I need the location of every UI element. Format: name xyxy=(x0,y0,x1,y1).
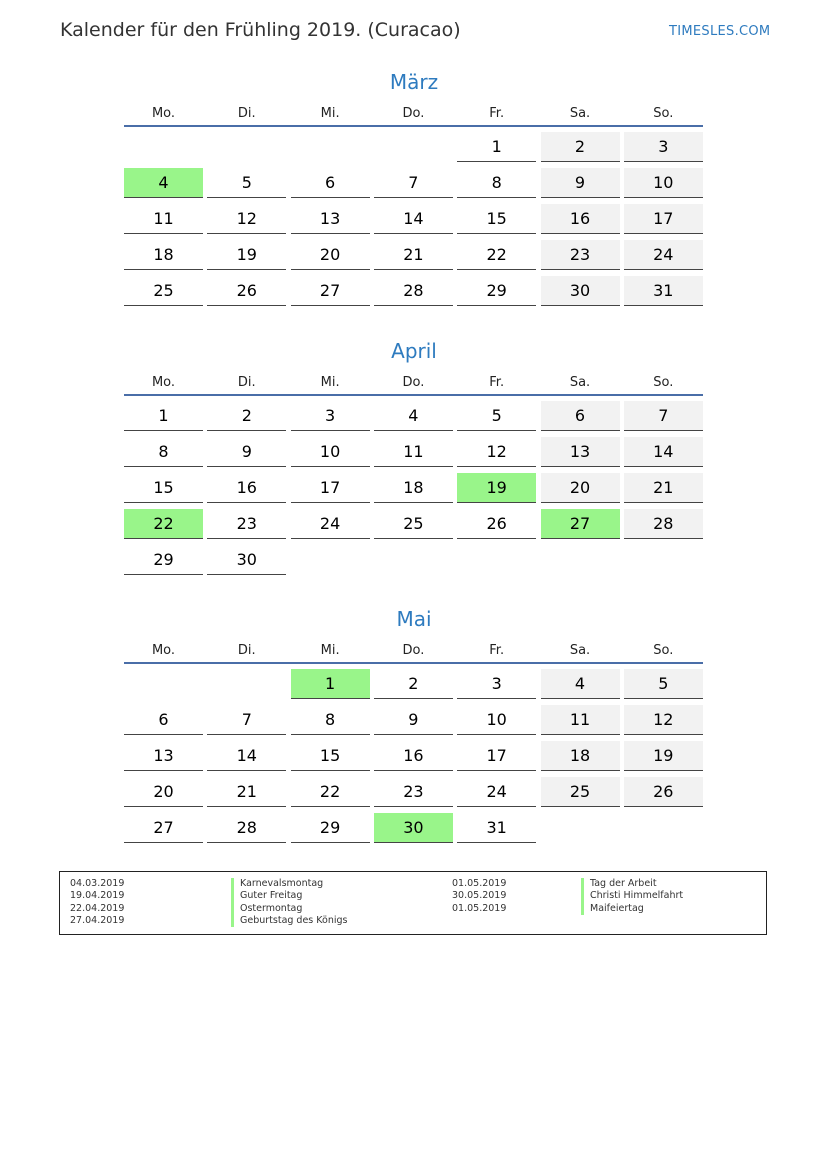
day-cell[interactable]: 18 xyxy=(541,741,620,771)
day-cell[interactable]: 10 xyxy=(457,705,536,735)
day-cell[interactable]: 26 xyxy=(457,509,536,539)
day-cell[interactable]: 12 xyxy=(624,705,703,735)
day-cell[interactable]: 26 xyxy=(624,777,703,807)
day-cell[interactable]: 7 xyxy=(374,168,453,198)
day-cell[interactable]: 21 xyxy=(624,473,703,503)
day-cell[interactable]: 16 xyxy=(207,473,286,503)
day-cell[interactable]: 8 xyxy=(124,437,203,467)
weekday-label: So. xyxy=(653,106,674,121)
day-cell[interactable]: 27 xyxy=(124,813,203,843)
day-cell[interactable]: 17 xyxy=(457,741,536,771)
holiday-day-cell[interactable]: 19 xyxy=(457,473,536,503)
weekday-label: So. xyxy=(653,375,674,390)
day-cell[interactable]: 8 xyxy=(291,705,370,735)
day-cell[interactable]: 15 xyxy=(124,473,203,503)
weekday-label: Sa. xyxy=(569,106,591,121)
day-cell[interactable]: 9 xyxy=(207,437,286,467)
legend-holiday-name: Guter Freitag xyxy=(231,890,348,902)
day-cell[interactable]: 31 xyxy=(624,276,703,306)
month-title: April xyxy=(391,339,437,363)
day-cell[interactable]: 10 xyxy=(291,437,370,467)
holiday-day-cell[interactable]: 4 xyxy=(124,168,203,198)
day-cell[interactable]: 11 xyxy=(124,204,203,234)
day-cell[interactable]: 29 xyxy=(457,276,536,306)
holiday-day-cell[interactable]: 1 xyxy=(291,669,370,699)
weekday-header xyxy=(124,106,704,124)
legend-dates-left xyxy=(70,878,124,927)
day-cell[interactable]: 14 xyxy=(207,741,286,771)
day-cell[interactable]: 20 xyxy=(541,473,620,503)
legend-dates-right xyxy=(452,878,506,915)
legend-holiday-name: Karnevalsmontag xyxy=(231,878,348,890)
day-cell[interactable]: 29 xyxy=(124,545,203,575)
month-title: März xyxy=(389,70,439,94)
day-cell[interactable]: 25 xyxy=(124,276,203,306)
header-divider xyxy=(124,394,703,396)
day-cell[interactable]: 8 xyxy=(457,168,536,198)
day-cell[interactable]: 21 xyxy=(374,240,453,270)
weekday-label: Fr. xyxy=(489,643,505,658)
day-cell[interactable]: 12 xyxy=(457,437,536,467)
day-cell[interactable]: 13 xyxy=(291,204,370,234)
weekday-header xyxy=(124,643,704,661)
holiday-day-cell[interactable]: 30 xyxy=(374,813,453,843)
day-cell[interactable]: 9 xyxy=(374,705,453,735)
day-cell[interactable]: 24 xyxy=(291,509,370,539)
weekday-label: Mo. xyxy=(151,375,176,390)
weekday-label: Fr. xyxy=(489,375,505,390)
legend-date: 30.05.2019 xyxy=(452,890,507,902)
day-cell[interactable]: 18 xyxy=(374,473,453,503)
day-cell[interactable]: 2 xyxy=(207,401,286,431)
month-title: Mai xyxy=(396,607,432,631)
day-cell[interactable]: 21 xyxy=(207,777,286,807)
day-cell[interactable]: 16 xyxy=(541,204,620,234)
legend-date: 27.04.2019 xyxy=(70,914,125,926)
legend-holiday-name: Geburtstag des Königs xyxy=(231,915,348,927)
weekday-header xyxy=(124,375,704,393)
day-cell[interactable]: 6 xyxy=(291,168,370,198)
day-cell[interactable]: 30 xyxy=(207,545,286,575)
day-cell[interactable]: 20 xyxy=(124,777,203,807)
legend-holiday-name: Ostermontag xyxy=(231,903,348,915)
holiday-legend xyxy=(59,871,767,935)
day-cell[interactable]: 11 xyxy=(541,705,620,735)
day-cell[interactable]: 23 xyxy=(374,777,453,807)
day-cell[interactable]: 25 xyxy=(541,777,620,807)
legend-date: 04.03.2019 xyxy=(70,878,125,889)
day-cell[interactable]: 3 xyxy=(624,132,703,162)
weekday-label: Mi. xyxy=(320,643,340,658)
day-cell[interactable]: 20 xyxy=(291,240,370,270)
weekday-label: Do. xyxy=(402,375,425,390)
day-cell[interactable]: 15 xyxy=(457,204,536,234)
day-cell[interactable]: 3 xyxy=(457,669,536,699)
day-cell[interactable]: 7 xyxy=(624,401,703,431)
weekday-label: Di. xyxy=(237,643,256,658)
weekday-label: Mi. xyxy=(320,106,340,121)
holiday-day-cell[interactable]: 22 xyxy=(124,509,203,539)
day-cell[interactable]: 6 xyxy=(124,705,203,735)
weekday-label: So. xyxy=(653,643,674,658)
day-cell[interactable]: 14 xyxy=(624,437,703,467)
day-cell[interactable]: 2 xyxy=(374,669,453,699)
day-cell[interactable]: 6 xyxy=(541,401,620,431)
day-cell[interactable]: 23 xyxy=(541,240,620,270)
day-cell[interactable]: 7 xyxy=(207,705,286,735)
day-cell[interactable]: 4 xyxy=(374,401,453,431)
legend-date: 22.04.2019 xyxy=(70,902,125,914)
day-cell[interactable]: 4 xyxy=(541,669,620,699)
day-cell[interactable]: 23 xyxy=(207,509,286,539)
weekday-label: Mi. xyxy=(320,375,340,390)
day-cell[interactable]: 24 xyxy=(457,777,536,807)
day-cell[interactable]: 13 xyxy=(541,437,620,467)
day-cell[interactable]: 15 xyxy=(291,741,370,771)
day-cell[interactable]: 5 xyxy=(457,401,536,431)
header-divider xyxy=(124,662,703,664)
day-cell[interactable]: 30 xyxy=(541,276,620,306)
day-cell[interactable]: 1 xyxy=(124,401,203,431)
day-cell[interactable]: 28 xyxy=(374,276,453,306)
day-cell[interactable]: 17 xyxy=(624,204,703,234)
day-cell[interactable]: 17 xyxy=(291,473,370,503)
page-title: Kalender für den Frühling 2019. (Curacao) xyxy=(60,19,461,41)
day-cell[interactable]: 27 xyxy=(291,276,370,306)
weekday-label: Di. xyxy=(237,106,256,121)
weekday-label: Sa. xyxy=(569,643,591,658)
legend-date: 01.05.2019 xyxy=(452,878,507,889)
legend-holiday-name: Tag der Arbeit xyxy=(581,878,683,890)
legend-date: 01.05.2019 xyxy=(452,902,507,914)
day-cell[interactable]: 1 xyxy=(457,132,536,162)
day-cell[interactable]: 12 xyxy=(207,204,286,234)
day-cell[interactable]: 10 xyxy=(624,168,703,198)
weekday-label: Di. xyxy=(237,375,256,390)
day-cell[interactable]: 28 xyxy=(207,813,286,843)
day-cell[interactable]: 2 xyxy=(541,132,620,162)
holiday-day-cell[interactable]: 27 xyxy=(541,509,620,539)
legend-holiday-name: Christi Himmelfahrt xyxy=(581,890,683,902)
day-cell[interactable]: 5 xyxy=(207,168,286,198)
day-cell[interactable]: 22 xyxy=(457,240,536,270)
day-cell[interactable]: 31 xyxy=(457,813,536,843)
weekday-label: Do. xyxy=(402,643,425,658)
day-cell[interactable]: 9 xyxy=(541,168,620,198)
day-cell[interactable]: 19 xyxy=(624,741,703,771)
day-cell[interactable]: 16 xyxy=(374,741,453,771)
legend-names-left xyxy=(231,878,348,927)
weekday-label: Mo. xyxy=(151,106,176,121)
day-cell[interactable]: 25 xyxy=(374,509,453,539)
day-cell[interactable]: 13 xyxy=(124,741,203,771)
legend-holiday-name: Maifeiertag xyxy=(581,903,683,915)
day-cell[interactable]: 19 xyxy=(207,240,286,270)
day-cell[interactable]: 24 xyxy=(624,240,703,270)
weekday-label: Mo. xyxy=(151,643,176,658)
day-cell[interactable]: 29 xyxy=(291,813,370,843)
legend-names-right xyxy=(581,878,683,915)
weekday-label: Sa. xyxy=(569,375,591,390)
brand-link[interactable]: TIMESLES.COM xyxy=(669,24,771,39)
weekday-label: Do. xyxy=(402,106,425,121)
day-cell[interactable]: 18 xyxy=(124,240,203,270)
day-cell[interactable]: 26 xyxy=(207,276,286,306)
header-divider xyxy=(124,125,703,127)
day-cell[interactable]: 5 xyxy=(624,669,703,699)
day-cell[interactable]: 22 xyxy=(291,777,370,807)
weekday-label: Fr. xyxy=(489,106,505,121)
day-cell[interactable]: 3 xyxy=(291,401,370,431)
day-cell[interactable]: 14 xyxy=(374,204,453,234)
day-cell[interactable]: 28 xyxy=(624,509,703,539)
legend-date: 19.04.2019 xyxy=(70,890,125,902)
day-cell[interactable]: 11 xyxy=(374,437,453,467)
